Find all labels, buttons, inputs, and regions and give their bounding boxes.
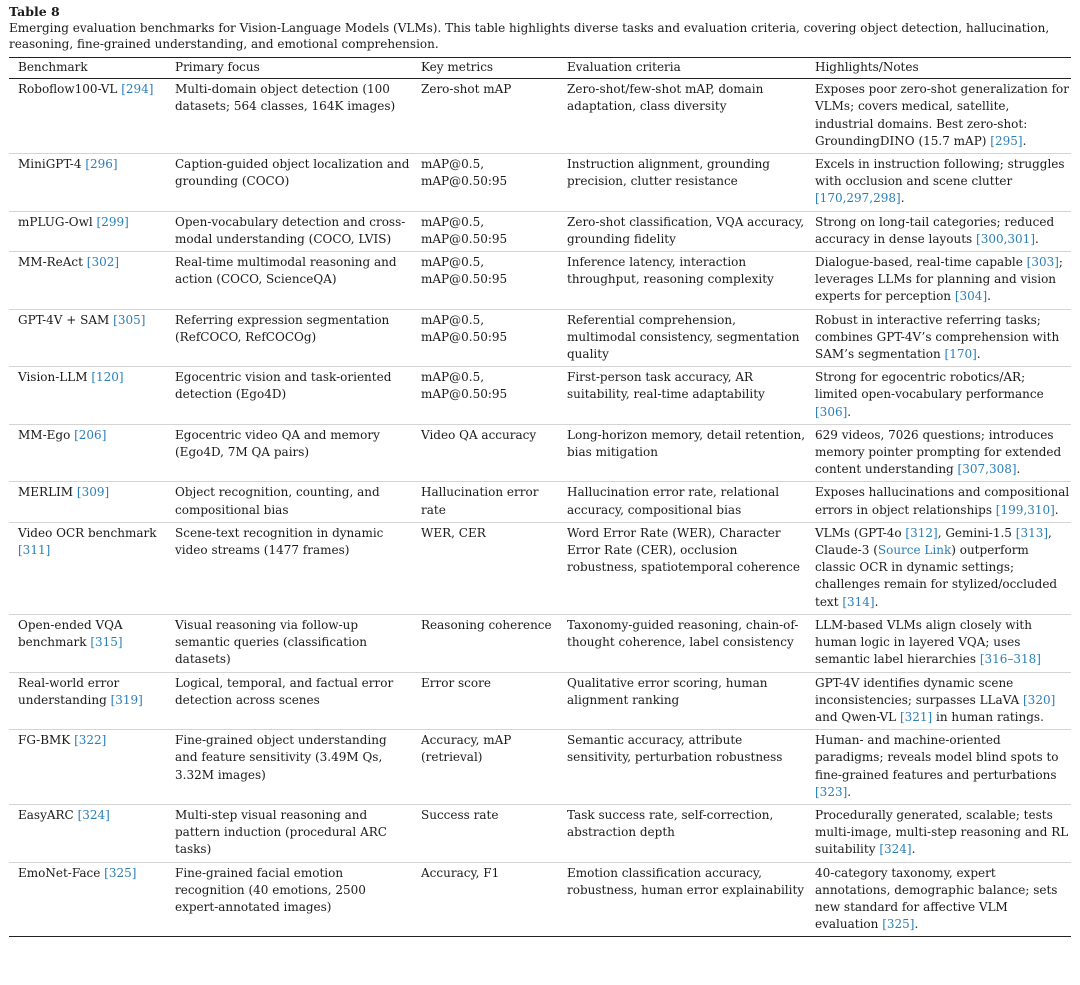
cell-text: Video OCR benchmark <box>18 525 157 540</box>
cell-text: . <box>976 347 981 362</box>
table-row <box>9 154 1071 212</box>
cell-highlights-notes <box>806 309 1071 367</box>
cell-text: Task success rate, self-correction, abstraction depth <box>567 807 774 840</box>
citation-link[interactable]: [324] <box>77 807 110 822</box>
cell-highlights-notes <box>806 804 1071 862</box>
citation-link[interactable]: Source Link <box>877 543 952 558</box>
cell-primary-focus <box>166 367 412 425</box>
citation-link[interactable]: [170] <box>944 347 977 362</box>
cell-key-metrics <box>412 804 558 862</box>
cell-text: Referring expression segmentation (RefCOCO, RefCOCOg) <box>175 312 390 344</box>
citation-link[interactable]: [311] <box>18 543 51 558</box>
cell-text: Fine-grained object understanding and feature sensitivity (3.49M Qs, 3.32M images) <box>175 733 387 782</box>
cell-highlights-notes <box>806 79 1071 154</box>
cell-text: Error score <box>421 675 491 690</box>
cell-text: Multi-step visual reasoning and pattern induction (procedural ARC tasks) <box>175 807 387 857</box>
cell-primary-focus <box>166 522 412 614</box>
cell-text: Robust in interactive referring tasks; combines GPT-4V’s comprehension with SAM’s segmentation <box>815 312 1060 362</box>
cell-text: First-person task accuracy, AR suitability, real-time adaptability <box>567 370 765 402</box>
table-caption: Emerging evaluation benchmarks for Vision-Language Models (VLMs). This table highlights diverse tasks and evaluation criteria, covering object detection, hallucination, reasoning, fine-grained understanding, and emotional comprehension. <box>9 21 1050 51</box>
table-row <box>9 211 1071 251</box>
cell-text: Hallucination error rate <box>421 485 539 517</box>
cell-text: Roboflow100-VL <box>18 82 122 97</box>
cell-text: MERLIM <box>18 485 77 500</box>
cell-text: mAP@0.5, mAP@0.50:95 <box>421 255 508 287</box>
cell-text: Exposes poor zero-shot generalization for VLMs; covers medical, satellite, industrial domains. Best zero-shot: GroundingDINO (15.7 mAP) <box>815 82 1070 148</box>
table-row <box>9 424 1071 482</box>
cell-primary-focus <box>166 154 412 212</box>
citation-link[interactable]: [120] <box>91 370 124 385</box>
cell-text: MM-ReAct <box>18 255 87 270</box>
cell-benchmark <box>9 672 166 730</box>
citation-link[interactable]: [312] <box>905 525 938 540</box>
cell-text: Real-world error understanding <box>18 675 120 707</box>
cell-text: in human ratings. <box>932 709 1044 724</box>
cell-benchmark <box>9 367 166 425</box>
cell-key-metrics <box>412 252 558 310</box>
cell-text: Egocentric video QA and memory (Ego4D, 7M QA pairs) <box>175 427 380 460</box>
cell-highlights-notes <box>806 522 1071 614</box>
cell-primary-focus <box>166 672 412 730</box>
cell-text: MM-Ego <box>18 427 75 442</box>
cell-text: Scene-text recognition in dynamic video streams (1477 frames) <box>175 525 384 558</box>
cell-key-metrics <box>412 309 558 367</box>
cell-text: Dialogue-based, real-time capable <box>815 255 1027 270</box>
cell-text: Open-ended VQA benchmark <box>18 617 123 650</box>
cell-text: . <box>847 784 852 799</box>
cell-text: 40-category taxonomy, expert annotations, demographic balance; sets new standard for affective VLM evaluation <box>815 865 1058 932</box>
table-row <box>9 309 1071 367</box>
cell-text: MiniGPT-4 <box>18 157 86 172</box>
citation-link[interactable]: [295] <box>990 133 1023 148</box>
cell-text: Open-vocabulary detection and cross-modal understanding (COCO, LVIS) <box>175 214 406 246</box>
benchmark-table <box>9 57 1071 937</box>
cell-key-metrics <box>412 211 558 251</box>
cell-text: Long-horizon memory, detail retention, bias mitigation <box>567 427 806 460</box>
cell-text: Object recognition, counting, and compositional bias <box>175 485 380 517</box>
cell-benchmark <box>9 730 166 805</box>
cell-benchmark <box>9 154 166 212</box>
cell-text: Hallucination error rate, relational accuracy, compositional bias <box>567 485 780 517</box>
table-row <box>9 672 1071 730</box>
cell-text: Zero-shot classification, VQA accuracy, grounding fidelity <box>567 214 805 246</box>
cell-evaluation-criteria <box>558 424 806 482</box>
cell-text: EmoNet-Face <box>18 865 105 880</box>
cell-benchmark <box>9 862 166 937</box>
citation-link[interactable]: [304] <box>954 289 988 304</box>
cell-highlights-notes <box>806 482 1071 522</box>
cell-text: Fine-grained facial emotion recognition (40 emotions, 2500 expert-annotated images) <box>175 865 366 914</box>
cell-evaluation-criteria <box>558 730 806 805</box>
cell-evaluation-criteria <box>558 309 806 367</box>
cell-benchmark <box>9 309 166 367</box>
cell-text: and Qwen-VL <box>815 709 900 724</box>
citation-link[interactable]: [315] <box>90 635 123 650</box>
cell-highlights-notes <box>806 252 1071 310</box>
table-header <box>9 58 1071 79</box>
cell-text: . <box>911 842 916 857</box>
cell-text: Vision-LLM <box>18 370 92 385</box>
cell-key-metrics <box>412 614 558 672</box>
cell-highlights-notes <box>806 154 1071 212</box>
cell-primary-focus <box>166 424 412 482</box>
citation-link[interactable]: [324] <box>879 842 912 857</box>
cell-benchmark <box>9 252 166 310</box>
cell-text: FG-BMK <box>18 733 75 748</box>
table-label: Table 8 <box>9 4 60 19</box>
cell-evaluation-criteria <box>558 367 806 425</box>
table-row <box>9 614 1071 672</box>
cell-primary-focus <box>166 482 412 522</box>
cell-text: Caption-guided object localization and grounding (COCO) <box>175 157 410 189</box>
cell-text: mAP@0.5, mAP@0.50:95 <box>421 312 508 344</box>
cell-text: . <box>914 917 919 932</box>
cell-evaluation-criteria <box>558 154 806 212</box>
cell-key-metrics <box>412 79 558 154</box>
header-primary-focus: Primary focus <box>166 58 412 79</box>
cell-text: . <box>1054 502 1059 517</box>
cell-text: . <box>900 191 905 206</box>
cell-text: GPT-4V identifies dynamic scene inconsistencies; surpasses LLaVA <box>815 675 1023 707</box>
table-row <box>9 522 1071 614</box>
citation-link[interactable]: [307,308] <box>957 462 1017 477</box>
cell-primary-focus <box>166 211 412 251</box>
cell-text: Emotion classification accuracy, robustness, human error explainability <box>567 865 805 897</box>
cell-text: . <box>1016 462 1021 477</box>
cell-text: Egocentric vision and task-oriented detection (Ego4D) <box>175 370 392 402</box>
cell-text: Multi-domain object detection (100 datasets; 564 classes, 164K images) <box>175 82 396 114</box>
cell-text: Reasoning coherence <box>421 617 552 632</box>
table-row <box>9 79 1071 154</box>
cell-text: Logical, temporal, and factual error detection across scenes <box>175 675 394 707</box>
cell-text: mPLUG-Owl <box>18 214 97 229</box>
table-row <box>9 252 1071 310</box>
cell-text: EasyARC <box>18 807 78 822</box>
cell-text: Accuracy, F1 <box>421 865 500 880</box>
cell-text: Word Error Rate (WER), Character Error Rate (CER), occlusion robustness, spatiotemporal coherence <box>567 525 800 575</box>
cell-text: , Gemini-1.5 <box>937 525 1016 540</box>
citation-link[interactable]: [299] <box>96 214 129 229</box>
header-evaluation-criteria: Evaluation criteria <box>558 58 806 79</box>
citation-link[interactable]: [302] <box>86 255 120 270</box>
cell-text: . <box>1022 133 1027 148</box>
cell-primary-focus <box>166 79 412 154</box>
cell-text: mAP@0.5, mAP@0.50:95 <box>421 157 508 189</box>
cell-text: ; leverages LLMs for planning and vision experts for perception <box>815 255 1063 304</box>
cell-text: mAP@0.5, mAP@0.50:95 <box>421 214 508 246</box>
cell-highlights-notes <box>806 424 1071 482</box>
cell-text: Accuracy, mAP (retrieval) <box>421 733 512 765</box>
citation-link[interactable]: [306] <box>815 404 848 419</box>
citation-link[interactable]: [313] <box>1015 525 1049 540</box>
header-highlights-notes: Highlights/Notes <box>806 58 1071 79</box>
cell-text: Instruction alignment, grounding precision, clutter resistance <box>567 157 770 189</box>
cell-text: Real-time multimodal reasoning and action (COCO, ScienceQA) <box>175 255 397 287</box>
cell-text: Taxonomy-guided reasoning, chain-of-thought coherence, label consistency <box>567 617 799 650</box>
cell-highlights-notes <box>806 672 1071 730</box>
cell-text: Video QA accuracy <box>421 427 537 442</box>
cell-primary-focus <box>166 252 412 310</box>
citation-link[interactable]: [170,297,298] <box>815 191 901 206</box>
table-row <box>9 862 1071 937</box>
cell-text: , Claude-3 ( <box>815 525 1052 558</box>
cell-text: WER, CER <box>421 525 486 540</box>
header-row <box>9 58 1071 79</box>
cell-text: . <box>874 594 879 609</box>
citation-link[interactable]: [314] <box>842 594 875 609</box>
cell-text: Semantic accuracy, attribute sensitivity, perturbation robustness <box>567 733 783 765</box>
cell-text: . <box>987 289 991 304</box>
cell-text: Success rate <box>421 807 499 822</box>
citation-link[interactable]: [300,301] <box>976 231 1036 246</box>
cell-benchmark <box>9 424 166 482</box>
table-row <box>9 804 1071 862</box>
table-row <box>9 730 1071 805</box>
cell-key-metrics <box>412 730 558 805</box>
cell-evaluation-criteria <box>558 79 806 154</box>
citation-link[interactable]: [316–318] <box>979 652 1041 667</box>
cell-evaluation-criteria <box>558 522 806 614</box>
cell-benchmark <box>9 211 166 251</box>
citation-link[interactable]: [323] <box>815 784 848 799</box>
cell-text: Procedurally generated, scalable; tests multi-image, multi-step reasoning and RL suitability <box>815 807 1069 857</box>
cell-text: Qualitative error scoring, human alignment ranking <box>567 675 768 707</box>
cell-evaluation-criteria <box>558 862 806 937</box>
cell-primary-focus <box>166 862 412 937</box>
citation-link[interactable]: [319] <box>110 692 143 707</box>
cell-evaluation-criteria <box>558 211 806 251</box>
citation-link[interactable]: [322] <box>74 733 107 748</box>
cell-highlights-notes <box>806 614 1071 672</box>
citation-link[interactable]: [325] <box>104 865 137 880</box>
cell-benchmark <box>9 482 166 522</box>
citation-link[interactable]: [199,310] <box>995 502 1055 517</box>
cell-text: 629 videos, 7026 questions; introduces memory pointer prompting for extended content understanding <box>815 427 1062 477</box>
cell-text: Human- and machine-oriented paradigms; reveals model blind spots to fine-grained features and perturbations <box>815 733 1059 782</box>
cell-highlights-notes <box>806 862 1071 937</box>
cell-highlights-notes <box>806 730 1071 805</box>
cell-text: Excels in instruction following; struggles with occlusion and scene clutter <box>815 157 1065 189</box>
cell-evaluation-criteria <box>558 252 806 310</box>
cell-key-metrics <box>412 522 558 614</box>
cell-text: VLMs (GPT-4o <box>815 525 906 540</box>
cell-text: LLM-based VLMs align closely with human logic in layered VQA; uses semantic label hierarchies <box>815 617 1032 667</box>
table-body <box>9 79 1071 937</box>
cell-benchmark <box>9 614 166 672</box>
cell-primary-focus <box>166 309 412 367</box>
cell-text: ) outperform classic OCR in dynamic settings; challenges remain for stylized/occluded text <box>815 543 1058 609</box>
citation-link[interactable]: [296] <box>85 157 118 172</box>
citation-link[interactable]: [321] <box>899 709 933 724</box>
citation-link[interactable]: [294] <box>121 82 154 97</box>
table-row <box>9 367 1071 425</box>
cell-evaluation-criteria <box>558 614 806 672</box>
cell-key-metrics <box>412 154 558 212</box>
cell-key-metrics <box>412 367 558 425</box>
cell-highlights-notes <box>806 211 1071 251</box>
cell-text: mAP@0.5, mAP@0.50:95 <box>421 370 508 402</box>
cell-text: GPT-4V + SAM <box>18 312 114 327</box>
citation-link[interactable]: [309] <box>76 485 110 500</box>
table-row <box>9 482 1071 522</box>
cell-evaluation-criteria <box>558 482 806 522</box>
cell-evaluation-criteria <box>558 804 806 862</box>
cell-text: Visual reasoning via follow-up semantic queries (classification datasets) <box>175 617 367 667</box>
cell-benchmark <box>9 522 166 614</box>
cell-key-metrics <box>412 482 558 522</box>
cell-text: Zero-shot mAP <box>421 82 512 97</box>
cell-benchmark <box>9 804 166 862</box>
cell-key-metrics <box>412 672 558 730</box>
cell-benchmark <box>9 79 166 154</box>
cell-text: Referential comprehension, multimodal consistency, segmentation quality <box>567 312 800 362</box>
cell-key-metrics <box>412 862 558 937</box>
citation-link[interactable]: [305] <box>113 312 146 327</box>
citation-link[interactable]: [206] <box>74 427 107 442</box>
citation-link[interactable]: [325] <box>882 917 915 932</box>
cell-text: . <box>847 404 852 419</box>
cell-text: Inference latency, interaction throughput, reasoning complexity <box>567 255 774 287</box>
citation-link[interactable]: [303] <box>1026 255 1059 270</box>
cell-text: . <box>1035 231 1039 246</box>
cell-text: Strong on long-tail categories; reduced accuracy in dense layouts <box>815 214 1055 246</box>
cell-text: Strong for egocentric robotics/AR; limited open-vocabulary performance <box>815 370 1044 402</box>
cell-primary-focus <box>166 614 412 672</box>
cell-key-metrics <box>412 424 558 482</box>
header-benchmark: Benchmark <box>9 58 166 79</box>
cell-primary-focus <box>166 804 412 862</box>
header-key-metrics: Key metrics <box>412 58 558 79</box>
cell-primary-focus <box>166 730 412 805</box>
cell-evaluation-criteria <box>558 672 806 730</box>
cell-text: Exposes hallucinations and compositional errors in object relationships <box>815 485 1070 517</box>
cell-highlights-notes <box>806 367 1071 425</box>
cell-text: Zero-shot/few-shot mAP, domain adaptation, class diversity <box>567 82 764 114</box>
citation-link[interactable]: [320] <box>1023 692 1056 707</box>
